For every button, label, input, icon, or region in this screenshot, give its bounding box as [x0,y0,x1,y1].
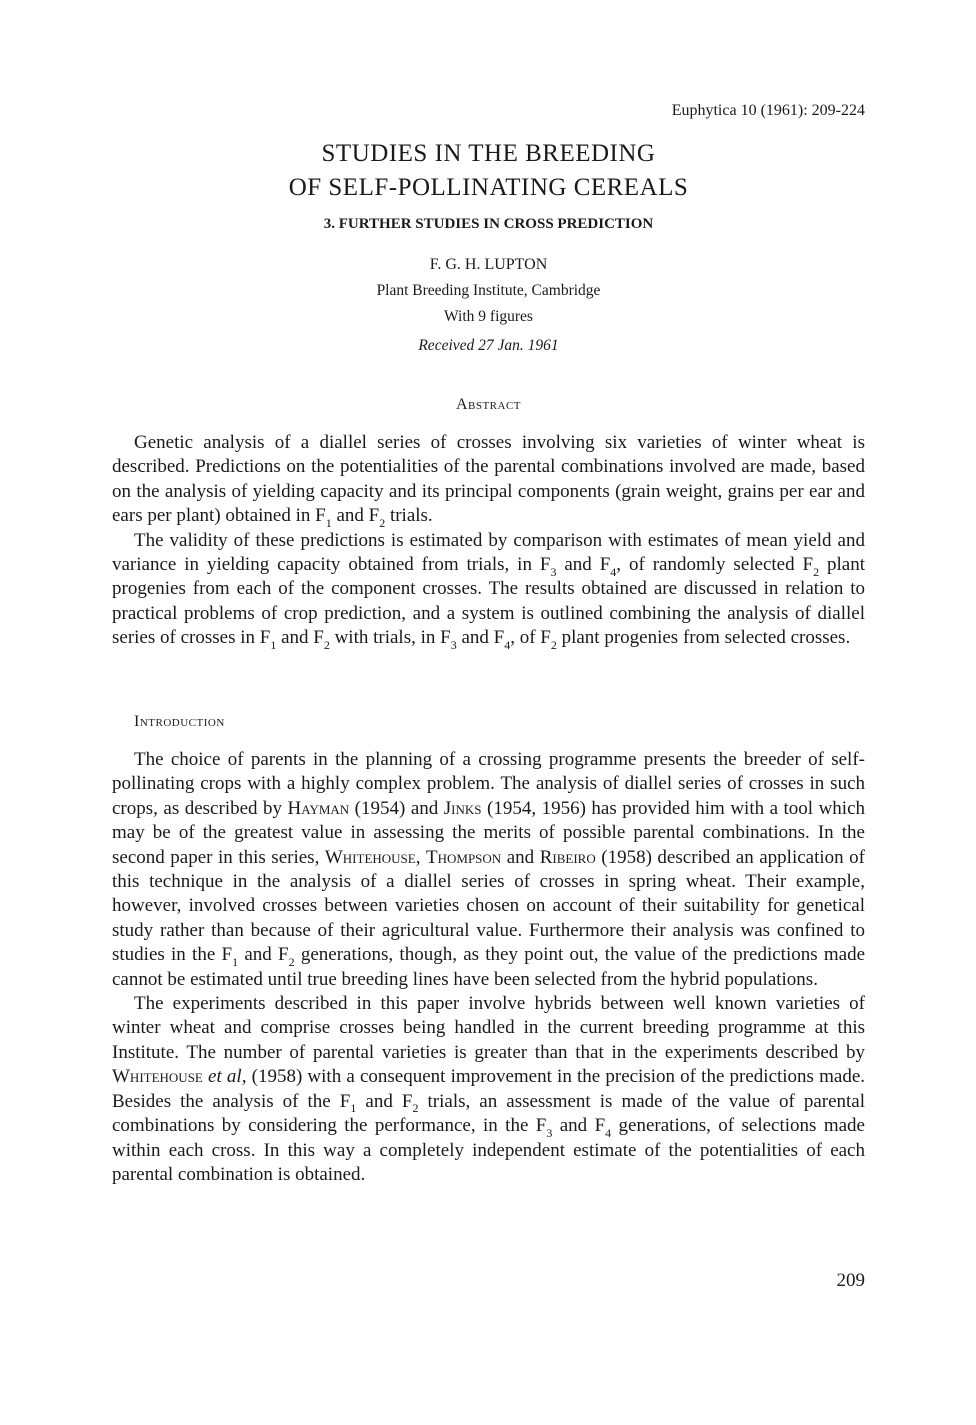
abstract-paragraph-2: The validity of these predictions is estimated by comparison with estimates of mean yield and variance in yielding capacity obtained from trials, in $F_3$ and $F_4$, of randomly selected $F_2$ plant progenies from each of the component crosses. The results obtained are discussed in relation to practical problems of crop prediction, and a system is outlined combining the analysis of diallel series of crosses in $F_1$ and $F_2$ with trials, in $F_3$ and $F_4$, of $F_2$ plant progenies from selected crosses. [112,529,865,653]
abstract-heading: Abstract [455,396,522,413]
introduction-paragraph-1: The choice of parents in the planning of a crossing programme presents the breeder of self-pollinating crops with a highly complex problem. The analysis of diallel series of crosses in such crops, as described by Hayman (1954) and Jinks (1954, 1956) has provided him with a tool which may be of the greatest value in assessing the merits of possible parental combinations. In the second paper in this series, Whitehouse, Thompson and Ribeiro (1958) described an application of this technique in the analysis of a diallel series of crosses in spring wheat. Their example, however, involved crosses between varieties chosen on account of their suitability for genetical study rather than because of their agricultural value. Furthermore their analysis was confined to studies in the $F_1$ and $F_2$ generations, though, as they point out, the value of the predictions made cannot be estimated until true breeding lines have been selected from the hybrid populations. [112,749,866,990]
paper-subtitle: 3. FURTHER STUDIES IN CROSS PREDICTION [323,216,654,232]
figures-note: With 9 figures [444,308,533,325]
paper-page [112,0,865,1425]
author-affiliation: Plant Breeding Institute, Cambridge [376,282,601,299]
received-date: Received 27 Jan. 1961 [418,337,559,354]
introduction-text [112,748,865,1187]
paper-title-line-2: OF SELF-POLLINATING CEREALS [288,174,689,201]
introduction-paragraph-2: The experiments described in this paper involve hybrids between well known varieties of winter wheat and comprise crosses being handled in the current breeding programme at this Institute. The number of parental varieties is greater than that in the experiments described by Whitehouse et al, (1958) with a consequent improvement in the precision of the predictions made. Besides the analysis of the $F_1$ and $F_2$ trials, an assessment is made of the value of parental combinations by considering the performance, in the $F_3$ and $F_4$ generations, of selections made within each cross. In this way a completely independent estimate of the potentialities of each parental combination is obtained. [112,993,866,1185]
journal-reference: Euphytica 10 (1961): 209-224 [671,102,865,119]
abstract-paragraph-1: Genetic analysis of a diallel series of crosses involving six varieties of winter wheat is described. Predictions on the potentialities of the parental combinations involved are made, based on the analysis of yielding capacity and its principal components (grain weight, grains per ear and ears per plant) obtained in $F_1$ and $F_2$ trials. [112,432,865,531]
page-number: 209 [836,1270,865,1291]
abstract-text [112,431,865,651]
paper-title-line-1: STUDIES IN THE BREEDING [321,140,656,167]
author-name: F. G. H. LUPTON [429,256,548,273]
introduction-heading: Introduction [134,713,225,730]
